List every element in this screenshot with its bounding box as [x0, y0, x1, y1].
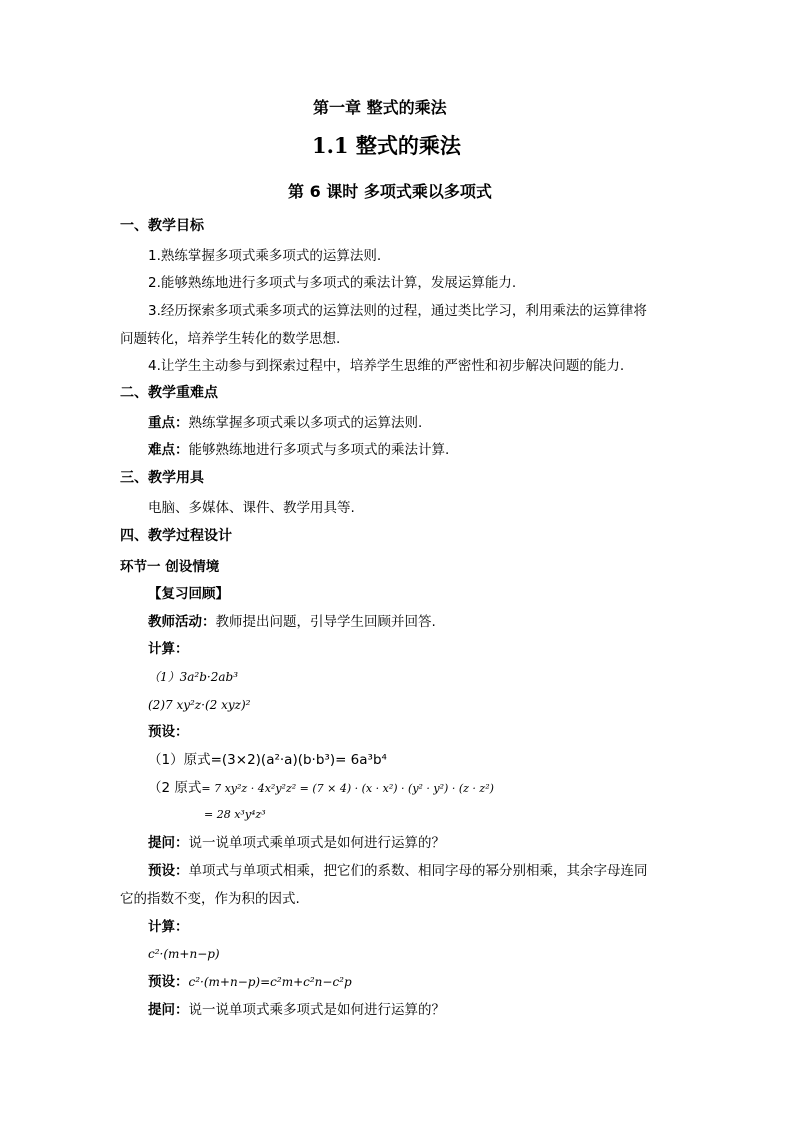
process-heading: 四、教学过程设计	[120, 528, 232, 544]
calc-label-2: 计算：	[148, 919, 189, 935]
difficulty-line	[148, 441, 449, 459]
answer-rule-line	[148, 862, 648, 880]
answer-2-result: = 28 x³y⁴z³	[204, 808, 266, 821]
goal-item-continued: 问题转化，培养学生转化的数学思想.	[120, 331, 341, 347]
focus-text: 熟练掌握多项式乘以多项式的运算法则.	[188, 415, 423, 431]
tools-heading: 三、教学用具	[120, 470, 204, 486]
key-points-heading: 二、教学重难点	[120, 385, 218, 401]
difficulty-label: 难点：	[148, 442, 189, 458]
calc-expression-3: c²·(m+n−p)	[148, 947, 220, 961]
calc-label: 计算：	[148, 641, 189, 657]
calc-expression-1: （1）3a²b·2ab³	[148, 670, 239, 684]
answer-2-body: = 7 xy²z · 4x²y²z² = (7 × 4) · (x · x²) · (y² · y²) · (z · z²)	[201, 782, 494, 795]
step1-title: 环节一 创设情境	[120, 559, 220, 575]
question-1-line	[148, 834, 445, 852]
goal-item: 1.熟练掌握多项式乘多项式的运算法则.	[148, 248, 382, 264]
goal-item: 3.经历探索多项式乘多项式的运算法则的过程，通过类比学习，利用乘法的运算律将	[148, 303, 647, 319]
answer-rule-continued: 它的指数不变，作为积的因式.	[120, 891, 300, 907]
calc-expression-2: (2)7 xy²z·(2 xyz)²	[148, 698, 251, 712]
review-label: 【复习回顾】	[148, 586, 229, 602]
answer-3-text: c²·(m+n−p)=c²m+c²n−c²p	[188, 975, 352, 989]
teacher-text: 教师提出问题，引导学生回顾并回答.	[215, 614, 436, 630]
answer-rule-label: 预设：	[148, 863, 189, 879]
question-1-text: 说一说单项式乘单项式是如何进行运算的？	[188, 835, 445, 851]
teacher-activity-line	[148, 613, 436, 631]
teacher-label: 教师活动：	[148, 614, 216, 630]
preset-label: 预设：	[148, 724, 189, 740]
difficulty-text: 能够熟练地进行多项式与多项式的乘法计算.	[188, 442, 450, 458]
question-2-text: 说一说单项式乘多项式是如何进行运算的？	[188, 1002, 445, 1018]
answer-3-label: 预设：	[148, 974, 189, 990]
section-title: 1.1 整式的乘法	[312, 133, 461, 158]
question-1-label: 提问：	[148, 835, 189, 851]
goals-heading: 一、教学目标	[120, 218, 204, 234]
focus-line	[148, 414, 422, 432]
question-2-line	[148, 1001, 445, 1019]
goal-item: 4.让学生主动参与到探索过程中，培养学生思维的严密性和初步解决问题的能力.	[148, 358, 625, 374]
answer-rule-text: 单项式与单项式相乘，把它们的系数、相同字母的幂分别相乘，其余字母连同	[188, 863, 648, 879]
question-2-label: 提问：	[148, 1002, 189, 1018]
goal-item: 2.能够熟练地进行多项式与多项式的乘法计算，发展运算能力.	[148, 275, 517, 291]
chapter-title: 第一章 整式的乘法	[313, 98, 447, 117]
tools-text: 电脑、多媒体、课件、教学用具等.	[148, 500, 355, 516]
focus-label: 重点：	[148, 415, 189, 431]
answer-1: （1）原式=(3×2)(a²·a)(b·b³)= 6a³b⁴	[148, 752, 387, 768]
answer-3-line	[148, 973, 352, 991]
lesson-title: 第 6 课时 多项式乘以多项式	[288, 182, 492, 201]
answer-2-line	[148, 779, 494, 798]
answer-2-prefix: （2 原式	[148, 780, 202, 796]
